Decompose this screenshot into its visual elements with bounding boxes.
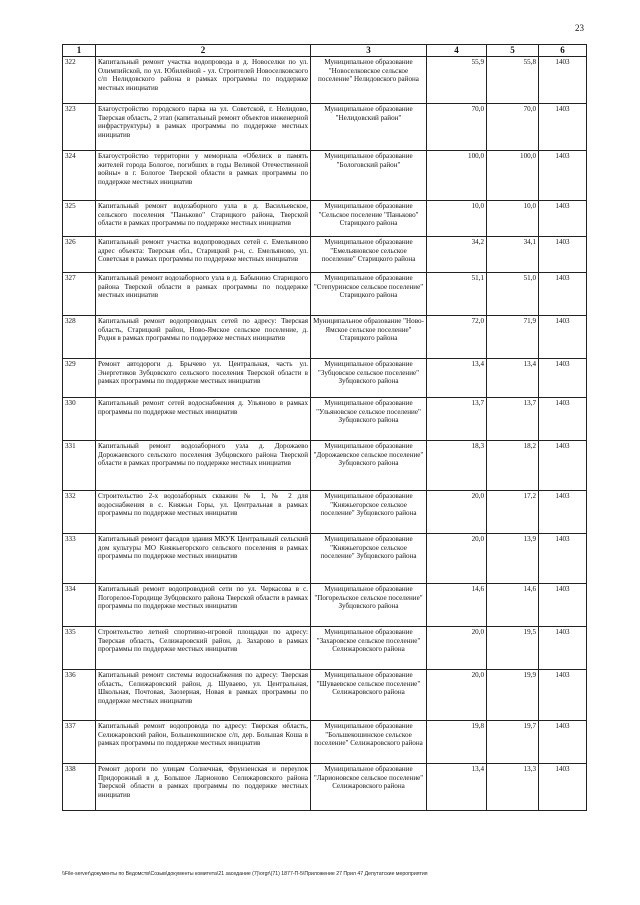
page-number: 23 bbox=[575, 23, 584, 33]
municipality: Муниципальное образование "Большекошинское сельское поселение" Селижаровского района bbox=[311, 721, 427, 764]
row-number: 331 bbox=[63, 441, 96, 491]
actual-amount: 13,9 bbox=[487, 534, 539, 584]
table-row bbox=[63, 534, 587, 584]
budget-code: 1403 bbox=[539, 584, 587, 627]
project-description: Ремонт автодороги д. Брычево ул. Центральная, часть ул. Энергетиков Зубцовского сельского поселения Тверской области в рамках программы по поддержке местных инициатив bbox=[96, 359, 311, 398]
project-description: Капитальный ремонт фасадов здания МКУК Центральный сельский дом культуры МО Княжьегорского сельского поселения в рамках программы по поддержке местных инициатив bbox=[96, 534, 311, 584]
project-description: Капитальный ремонт участка водопроводных сетей с. Емельяново адрес объекта: Тверская обл., Старицкий р-н, с. Емельяново, ул. Советская в рамках программы по поддержке местных инициатив bbox=[96, 237, 311, 273]
table-row bbox=[63, 764, 587, 811]
table-row bbox=[63, 398, 587, 441]
row-number: 322 bbox=[63, 57, 96, 104]
municipality: Муниципальное образование "Погорельское сельское поселение" Зубцовского района bbox=[311, 584, 427, 627]
municipality: Муниципальное образование "Бологовский район" bbox=[311, 151, 427, 201]
actual-amount: 100,0 bbox=[487, 151, 539, 201]
municipality: Муниципальное образование "Ларионовское сельское поселение" Селижаровского района bbox=[311, 764, 427, 811]
project-description: Капитальный ремонт водозаборного узла д. Дорожаево Дорожаевского сельского поселения Зубцовского района Тверской области в рамках программы по поддержке местных инициатив bbox=[96, 441, 311, 491]
actual-amount: 13,4 bbox=[487, 359, 539, 398]
header-row bbox=[63, 45, 587, 57]
planned-amount: 20,0 bbox=[427, 491, 487, 534]
table-row bbox=[63, 359, 587, 398]
planned-amount: 18,3 bbox=[427, 441, 487, 491]
row-number: 329 bbox=[63, 359, 96, 398]
actual-amount: 51,0 bbox=[487, 273, 539, 316]
planned-amount: 100,0 bbox=[427, 151, 487, 201]
planned-amount: 13,4 bbox=[427, 764, 487, 811]
row-number: 328 bbox=[63, 316, 96, 359]
actual-amount: 18,2 bbox=[487, 441, 539, 491]
budget-code: 1403 bbox=[539, 316, 587, 359]
project-description: Капитальный ремонт водозаборного узла в д. Васильевское, сельского поселения "Паньково" Старицкого района, Тверской области в рамках программы по поддержке местных инициатив bbox=[96, 201, 311, 237]
budget-code: 1403 bbox=[539, 534, 587, 584]
planned-amount: 20,0 bbox=[427, 670, 487, 721]
municipality: Муниципальное образование "Княжьегорское сельское поселение" Зубцовского района bbox=[311, 534, 427, 584]
table-row bbox=[63, 441, 587, 491]
table-row bbox=[63, 316, 587, 359]
budget-code: 1403 bbox=[539, 237, 587, 273]
row-number: 325 bbox=[63, 201, 96, 237]
budget-code: 1403 bbox=[539, 764, 587, 811]
table-row bbox=[63, 57, 587, 104]
budget-code: 1403 bbox=[539, 151, 587, 201]
row-number: 326 bbox=[63, 237, 96, 273]
project-description: Капитальный ремонт водопроводных сетей по адресу: Тверская область, Старицкий район, Ново-Ямское сельское поселение, д. Родня в рамках программы по поддержке местных инициатив bbox=[96, 316, 311, 359]
project-description: Капитальный ремонт водопровода по адресу: Тверская область, Селижаровский район, Большекошинское с/п, дер. Большая Коша в рамках программы по поддержке местных инициатив bbox=[96, 721, 311, 764]
budget-code: 1403 bbox=[539, 670, 587, 721]
municipality: Муниципальное образование "Зубцовское сельское поселение" Зубцовского района bbox=[311, 359, 427, 398]
budget-code: 1403 bbox=[539, 441, 587, 491]
actual-amount: 14,6 bbox=[487, 584, 539, 627]
row-number: 332 bbox=[63, 491, 96, 534]
budget-code: 1403 bbox=[539, 721, 587, 764]
header-cell: 4 bbox=[427, 45, 487, 57]
table-row bbox=[63, 491, 587, 534]
planned-amount: 20,0 bbox=[427, 627, 487, 670]
project-description: Строительство летней спортивно-игровой площадки по адресу: Тверская область, Селижаровский район, д. Захарово в рамках программы по поддержке местных инициатив bbox=[96, 627, 311, 670]
municipality: Муниципальное образование "Нелидовский район" bbox=[311, 104, 427, 151]
project-description: Ремонт дороги по улицам Солнечная, Фрунзенская и переулок Придорожный в д. Большое Ларионово Селижаровского района Тверской области в рамках программы по поддержке местных инициатив bbox=[96, 764, 311, 811]
municipality: Муниципальное образование "Шуваевское сельское поселение" Селижаровского района bbox=[311, 670, 427, 721]
budget-code: 1403 bbox=[539, 104, 587, 151]
actual-amount: 19,9 bbox=[487, 670, 539, 721]
row-number: 323 bbox=[63, 104, 96, 151]
actual-amount: 19,7 bbox=[487, 721, 539, 764]
table-row bbox=[63, 201, 587, 237]
planned-amount: 55,9 bbox=[427, 57, 487, 104]
actual-amount: 10,0 bbox=[487, 201, 539, 237]
budget-code: 1403 bbox=[539, 359, 587, 398]
actual-amount: 34,1 bbox=[487, 237, 539, 273]
row-number: 335 bbox=[63, 627, 96, 670]
municipality: Муниципальное образование "Сельское поселение "Паньково" Старицкого района bbox=[311, 201, 427, 237]
row-number: 333 bbox=[63, 534, 96, 584]
planned-amount: 13,4 bbox=[427, 359, 487, 398]
row-number: 324 bbox=[63, 151, 96, 201]
planned-amount: 20,0 bbox=[427, 534, 487, 584]
municipality: Муниципальное образование "Степуринское сельское поселение" Старицкого района bbox=[311, 273, 427, 316]
appropriations-table bbox=[62, 44, 587, 811]
row-number: 337 bbox=[63, 721, 96, 764]
actual-amount: 55,8 bbox=[487, 57, 539, 104]
row-number: 338 bbox=[63, 764, 96, 811]
header-cell: 2 bbox=[96, 45, 311, 57]
project-description: Строительство 2-х водозаборных скважин № 1, № 2 для водоснабжения в с. Княжьи Горы, ул. Центральная в рамках программы по поддержке местных инициатив bbox=[96, 491, 311, 534]
project-description: Благоустройство территории у мемориала «Обелиск в память жителей города Бологое, погибших в годы Великой Отечественной войны» в г. Бологое Тверской области в рамках программы по поддержке местных инициатив bbox=[96, 151, 311, 201]
project-description: Капитальный ремонт водопроводной сети по ул. Черкасова в с. Погорелое-Городище Зубцовского района Тверской области в рамках программы по поддержке местных инициатив bbox=[96, 584, 311, 627]
budget-code: 1403 bbox=[539, 398, 587, 441]
row-number: 330 bbox=[63, 398, 96, 441]
planned-amount: 34,2 bbox=[427, 237, 487, 273]
planned-amount: 10,0 bbox=[427, 201, 487, 237]
project-description: Благоустройство городского парка на ул. Советской, г. Нелидово, Тверская область, 2 этап (капитальный ремонт объектов инженерной инфраструктуры) в рамках программы по поддержке местных инициатив bbox=[96, 104, 311, 151]
municipality: Муниципальное образование "Ульяновское сельское поселение" Зубцовского района bbox=[311, 398, 427, 441]
header-cell: 3 bbox=[311, 45, 427, 57]
municipality: Муниципальное образование "Захаровское сельское поселение" Селижаровского района bbox=[311, 627, 427, 670]
planned-amount: 70,0 bbox=[427, 104, 487, 151]
municipality: Муниципальное образование "Новоселковское сельское поселение" Нелидовского района bbox=[311, 57, 427, 104]
budget-code: 1403 bbox=[539, 491, 587, 534]
header-cell: 5 bbox=[487, 45, 539, 57]
municipality: Муниципальное образование "Княжьегорское сельское поселение" Зубцовского района bbox=[311, 491, 427, 534]
planned-amount: 72,0 bbox=[427, 316, 487, 359]
project-description: Капитальный ремонт водозаборного узла в д. Бабынино Старицкого района Тверской области в рамках программы по поддержке местных инициатив bbox=[96, 273, 311, 316]
actual-amount: 13,7 bbox=[487, 398, 539, 441]
municipality: Муниципальное образование "Дорожаевское сельское поселение" Зубцовского района bbox=[311, 441, 427, 491]
planned-amount: 13,7 bbox=[427, 398, 487, 441]
table-row bbox=[63, 273, 587, 316]
municipality: Муниципальное образование "Ново-Ямское сельское поселение" Старицкого района bbox=[311, 316, 427, 359]
project-description: Капитальный ремонт сетей водоснабжения д. Ульяново в рамках программы по поддержке местных инициатив bbox=[96, 398, 311, 441]
row-number: 334 bbox=[63, 584, 96, 627]
header-cell: 1 bbox=[63, 45, 96, 57]
municipality: Муниципальное образование "Емельяновское сельское поселение" Старицкого района bbox=[311, 237, 427, 273]
row-number: 327 bbox=[63, 273, 96, 316]
planned-amount: 51,1 bbox=[427, 273, 487, 316]
budget-code: 1403 bbox=[539, 201, 587, 237]
actual-amount: 19,5 bbox=[487, 627, 539, 670]
table-row bbox=[63, 584, 587, 627]
budget-code: 1403 bbox=[539, 627, 587, 670]
table-row bbox=[63, 627, 587, 670]
actual-amount: 71,9 bbox=[487, 316, 539, 359]
table-row bbox=[63, 721, 587, 764]
project-description: Капитальный ремонт системы водоснабжения по адресу: Тверская область, Селижаровский район, д. Шуваево, ул. Центральная, Школьная, Почтовая, Заозерная, Новая в рамках программы по поддержке местных инициатив bbox=[96, 670, 311, 721]
planned-amount: 14,6 bbox=[427, 584, 487, 627]
actual-amount: 70,0 bbox=[487, 104, 539, 151]
file-path-footer: \\File-server\документы по Ведомств\Созыв\документы комитета\21 заседание (7)\orgr\(71) 1877-П-5\Приложение 27 Прил 47 Депутатские мероприятия bbox=[62, 871, 428, 877]
table-row bbox=[63, 151, 587, 201]
actual-amount: 13,3 bbox=[487, 764, 539, 811]
row-number: 336 bbox=[63, 670, 96, 721]
table-row bbox=[63, 670, 587, 721]
table-body bbox=[63, 57, 587, 811]
header-cell: 6 bbox=[539, 45, 587, 57]
budget-code: 1403 bbox=[539, 273, 587, 316]
table-row bbox=[63, 237, 587, 273]
actual-amount: 17,2 bbox=[487, 491, 539, 534]
table-row bbox=[63, 104, 587, 151]
planned-amount: 19,8 bbox=[427, 721, 487, 764]
project-description: Капитальный ремонт участка водопровода в д. Новоселки по ул. Олимпийской, по ул. Юбилейной - ул. Строителей Новоселковского с/п Нелидовского района в рамках программы по поддержке местных инициатив bbox=[96, 57, 311, 104]
budget-code: 1403 bbox=[539, 57, 587, 104]
